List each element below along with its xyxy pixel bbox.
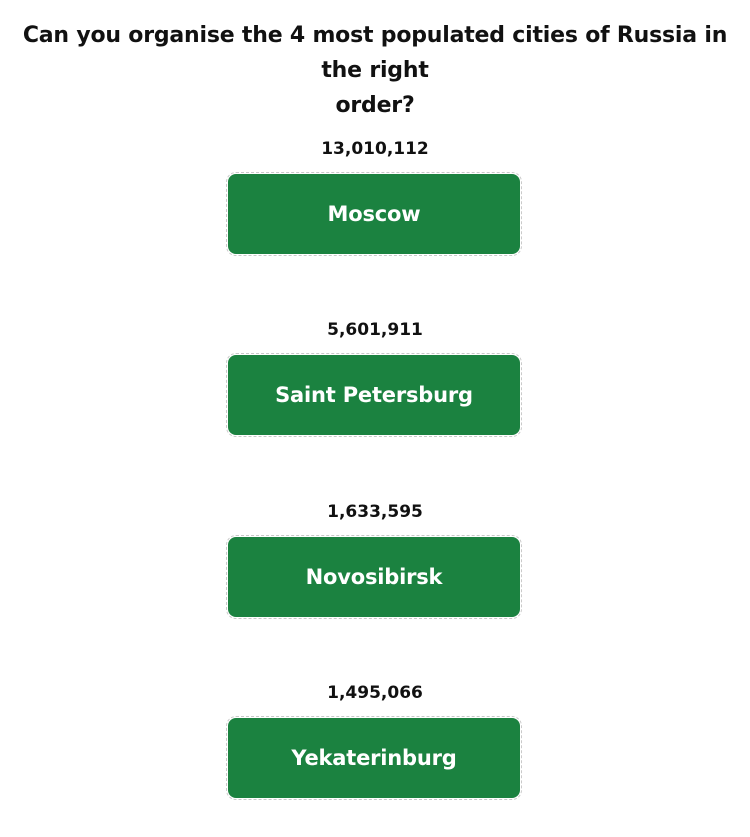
- population-label: 1,495,066: [327, 683, 423, 703]
- city-name: Moscow: [228, 174, 520, 254]
- city-slot-2: [0, 319, 750, 459]
- city-slot-4: [0, 682, 750, 822]
- city-card-novosibirsk[interactable]: [226, 535, 522, 619]
- city-slot-3: [0, 501, 750, 641]
- city-name: Novosibirsk: [228, 537, 520, 617]
- city-card-saint-petersburg[interactable]: [226, 353, 522, 437]
- question-line-2: order?: [335, 93, 415, 118]
- question-line-1: Can you organise the 4 most populated cities of Russia in the right: [22, 23, 728, 83]
- city-card-yekaterinburg[interactable]: [226, 716, 522, 800]
- population-label: 13,010,112: [321, 139, 429, 159]
- city-name: Saint Petersburg: [228, 355, 520, 435]
- population-label: 5,601,911: [327, 320, 423, 340]
- page-title: [0, 18, 750, 123]
- city-name: Yekaterinburg: [228, 718, 520, 798]
- city-slot-1: [0, 138, 750, 278]
- population-label: 1,633,595: [327, 502, 423, 522]
- city-card-moscow[interactable]: [226, 172, 522, 256]
